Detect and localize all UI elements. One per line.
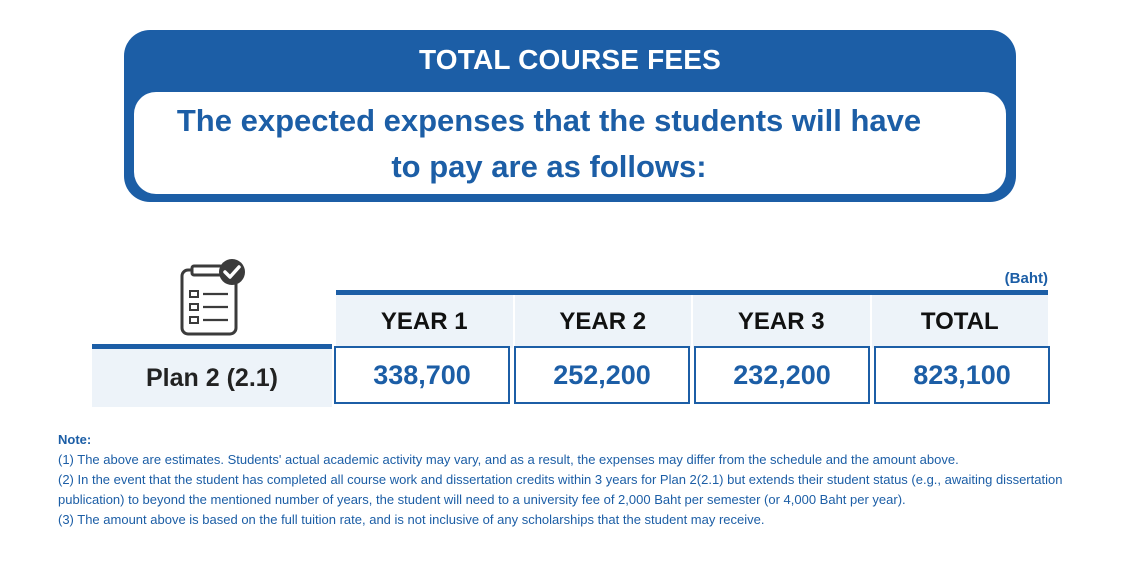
page-title: TOTAL COURSE FEES [418, 44, 722, 75]
note-item-1: (1) The above are estimates. Students' actual academic activity may vary, and as a result, the expenses may differ from the schedule and the amount above. [58, 452, 959, 467]
page-subtitle: The expected expenses that the students will have to pay are as follows: [176, 103, 922, 184]
note-item-3: (3) The amount above is based on the full tuition rate, and is not inclusive of any scholarships that the student may receive. [58, 512, 765, 527]
plan-row-label: Plan 2 (2.1) [92, 344, 332, 407]
notes-section [58, 430, 1078, 530]
subtitle-box [134, 92, 1006, 194]
fee-year-3-value: 232,200 [694, 346, 870, 404]
fee-year-2-value: 252,200 [514, 346, 690, 404]
fee-year-1-value: 338,700 [334, 346, 510, 404]
fees-header-panel [124, 30, 1016, 202]
checklist-icon [178, 256, 248, 338]
column-header-year-2: YEAR 2 [515, 295, 694, 348]
column-header-year-1: YEAR 1 [336, 295, 515, 348]
column-header-total: TOTAL [920, 307, 999, 335]
fee-table-header-row [336, 290, 1048, 348]
fee-table-row [334, 346, 1050, 404]
currency-unit-label: (Baht) [1004, 270, 1048, 287]
notes-title: Note: [58, 432, 92, 447]
column-header-year-3: YEAR 3 [693, 295, 872, 348]
note-item-2: (2) In the event that the student has completed all course work and dissertation credits within 3 years for Plan 2(2.1) but extends their student status (e.g., awaiting dissertation publication) to beyond the mentioned number of years, the student will need to a university fee of 2,000 Baht per semester (or 4,000 Baht per year). [58, 472, 1063, 507]
fee-total-value: 823,100 [874, 346, 1050, 404]
